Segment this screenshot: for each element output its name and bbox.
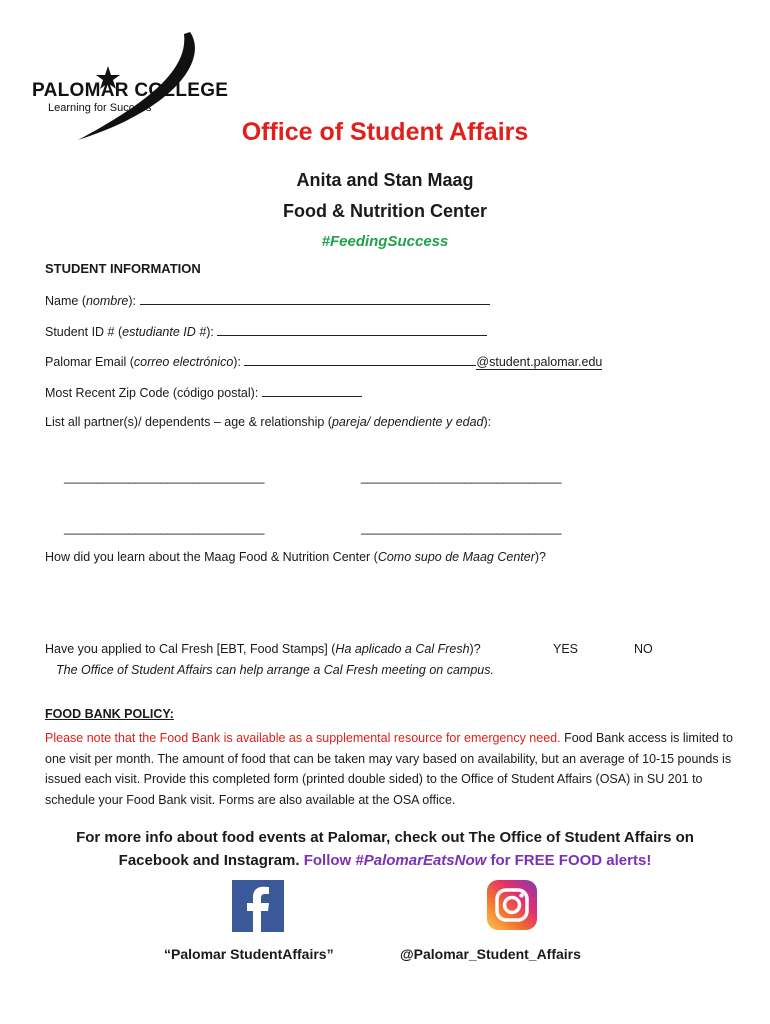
promo-hashtag: #PalomarEatsNow	[355, 852, 487, 869]
learn-label-spanish: Como supo de Maag Center	[377, 550, 535, 564]
policy-body: Food Bank access is limited to one visit per month. The amount of food that can be taken may vary based on availability, but an average of 10-15 pounds is issued each visit. Provide this completed form (printed double sided) to the Office of Student Affairs (OSA) in SU 201 to schedule your Food Bank visit. Forms are also available at the OSA office.	[45, 731, 733, 807]
center-name-line1: Anita and Stan Maag	[296, 170, 474, 190]
student-info-heading: STUDENT INFORMATION	[45, 261, 201, 276]
logo-tagline: Learning for Success	[48, 102, 152, 114]
student-id-label-spanish: estudiante ID #	[122, 325, 207, 339]
calfresh-yes-option[interactable]: YES	[553, 642, 579, 656]
name-field[interactable]	[45, 292, 490, 308]
learn-label-end: )?	[534, 550, 546, 564]
calfresh-question	[45, 642, 481, 656]
student-id-label-end: ):	[206, 325, 214, 339]
email-domain: @student.palomar.edu	[476, 355, 603, 369]
center-name-line2: Food & Nutrition Center	[283, 201, 487, 221]
zip-label: Most Recent Zip Code (código postal):	[45, 386, 259, 400]
social-promo	[40, 826, 730, 872]
feeding-success-hashtag: #FeedingSuccess	[321, 233, 449, 250]
student-id-blank[interactable]	[217, 323, 487, 336]
facebook-handle: “Palomar StudentAffairs”	[164, 946, 334, 962]
email-field[interactable]	[45, 353, 602, 369]
food-bank-policy-text	[45, 728, 735, 810]
calfresh-label: Have you applied to Cal Fresh [EBT, Food Stamps] (	[45, 642, 336, 656]
name-label-end: ):	[128, 294, 137, 308]
email-label-spanish: correo electrónico	[133, 355, 234, 369]
policy-emergency-note: Please note that the Food Bank is available as a supplemental resource for emergency need.	[45, 731, 561, 745]
facebook-icon[interactable]	[232, 880, 284, 932]
page-title: Office of Student Affairs	[241, 118, 529, 146]
instagram-icon[interactable]	[487, 880, 537, 930]
food-bank-policy-heading: FOOD BANK POLICY:	[45, 707, 174, 721]
promo-line-2	[40, 849, 730, 872]
student-id-label: Student ID # (	[45, 325, 123, 339]
instagram-handle: @Palomar_Student_Affairs	[400, 946, 581, 962]
zip-blank[interactable]	[262, 384, 362, 397]
partners-label	[45, 415, 491, 429]
partners-label-text: List all partner(s)/ dependents – age & relationship (	[45, 415, 332, 429]
learn-question	[45, 550, 546, 564]
name-label-spanish: nombre	[85, 294, 129, 308]
name-blank[interactable]	[140, 292, 490, 305]
calfresh-label-spanish: Ha aplicado a Cal Fresh	[335, 642, 470, 656]
learn-label: How did you learn about the Maag Food & Nutrition Center (	[45, 550, 378, 564]
promo-platforms: Facebook and Instagram.	[118, 852, 300, 869]
promo-line-1: For more info about food events at Palomar, check out The Office of Student Affairs on	[76, 829, 694, 846]
partners-label-spanish: pareja/ dependiente y edad	[331, 415, 484, 429]
email-label: Palomar Email (	[45, 355, 134, 369]
calfresh-no-option[interactable]: NO	[634, 642, 653, 656]
partner-line-1[interactable]: _______________________________	[64, 470, 265, 484]
partner-line-3[interactable]: _______________________________	[64, 521, 265, 535]
partners-label-end: ):	[483, 415, 492, 429]
calfresh-label-end: )?	[469, 642, 481, 656]
student-id-field[interactable]	[45, 323, 487, 339]
name-label: Name (	[45, 294, 86, 308]
zip-field[interactable]	[45, 384, 362, 400]
partner-line-2[interactable]: _______________________________	[361, 470, 562, 484]
email-blank[interactable]	[244, 353, 476, 366]
email-label-end: ):	[233, 355, 241, 369]
promo-free-food: for FREE FOOD alerts!	[490, 852, 652, 869]
logo-name: PALOMAR COLLEGE	[32, 80, 229, 101]
calfresh-note: The Office of Student Affairs can help arrange a Cal Fresh meeting on campus.	[56, 663, 494, 677]
partner-line-4[interactable]: _______________________________	[361, 521, 562, 535]
promo-follow: Follow	[303, 852, 352, 869]
